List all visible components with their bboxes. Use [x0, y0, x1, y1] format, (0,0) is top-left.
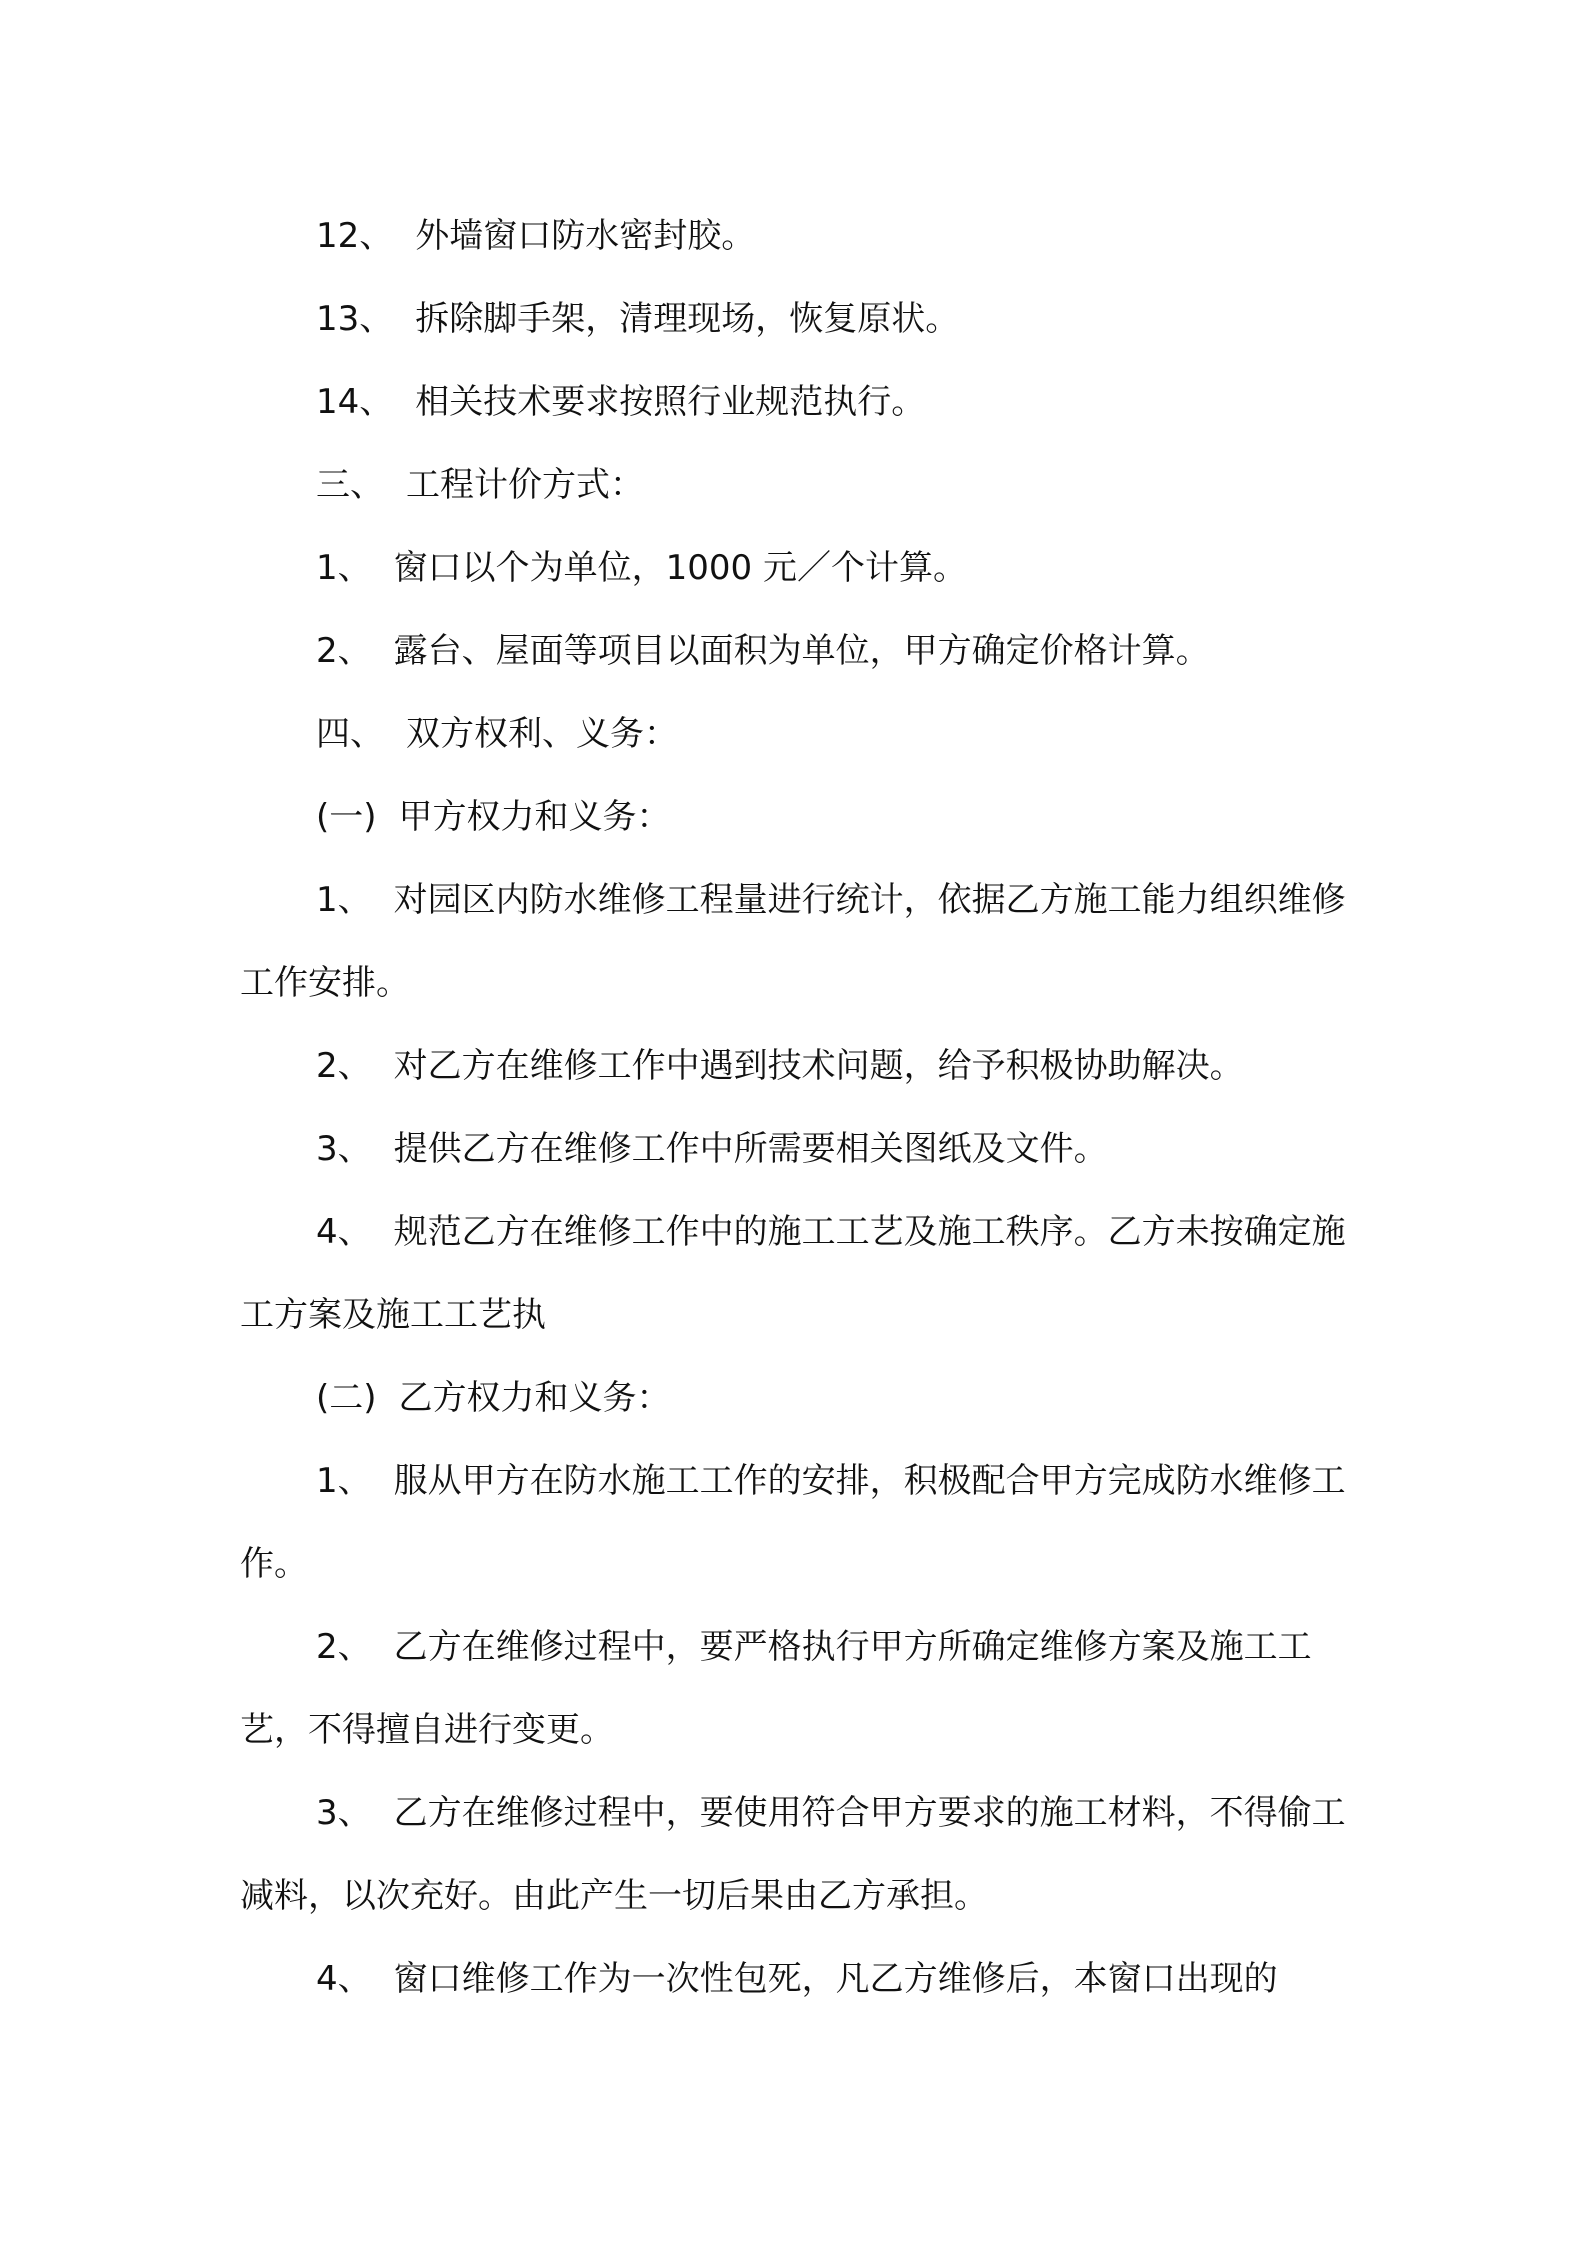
subsection-title: 甲方权力和义务： — [398, 797, 671, 837]
item-text: 相关技术要求按照行业规范执行。 — [415, 382, 926, 422]
item-text: 外墙窗口防水密封胶。 — [415, 216, 756, 256]
subsection-title: 乙方权力和义务： — [398, 1378, 671, 1418]
item-number: 14、 — [316, 382, 394, 422]
item-number: 1、 — [316, 548, 372, 588]
paragraph-13 — [240, 278, 1350, 361]
item-number: 4、 — [316, 1212, 372, 1252]
item-number: 12、 — [316, 216, 394, 256]
party-a-item-2 — [240, 1025, 1350, 1108]
item-text: 窗口维修工作为一次性包死，凡乙方维修后，本窗口出现的 — [393, 1959, 1278, 1999]
item-number: 13、 — [316, 299, 394, 339]
party-a-item-1 — [240, 859, 1350, 1025]
item-text: 对乙方在维修工作中遇到技术问题，给予积极协助解决。 — [393, 1046, 1244, 1086]
paragraph-12 — [240, 195, 1350, 278]
item-number: 2、 — [316, 1627, 372, 1667]
paragraph-14 — [240, 361, 1350, 444]
section-title: 工程计价方式： — [406, 465, 644, 505]
item-text: 服从甲方在防水施工工作的安排，积极配合甲方完成防水维修工作。 — [240, 1461, 1346, 1584]
item-text: 拆除脚手架，清理现场，恢复原状。 — [415, 299, 960, 339]
section-number: 三、 — [316, 465, 384, 505]
subsection-number: (一) — [316, 797, 377, 837]
item-text: 乙方在维修过程中，要严格执行甲方所确定维修方案及施工工艺，不得擅自进行变更。 — [240, 1627, 1312, 1750]
item-number: 2、 — [316, 631, 372, 671]
party-a-item-3 — [240, 1108, 1350, 1191]
party-b-item-1 — [240, 1440, 1350, 1606]
section-number: 四、 — [316, 714, 384, 754]
item-text: 乙方在维修过程中，要使用符合甲方要求的施工材料，不得偷工减料，以次充好。由此产生一切后果由乙方承担。 — [240, 1793, 1346, 1916]
item-number: 4、 — [316, 1959, 372, 1999]
item-text: 露台、屋面等项目以面积为单位，甲方确定价格计算。 — [393, 631, 1210, 671]
document-body — [240, 195, 1350, 2021]
item-number: 1、 — [316, 880, 372, 920]
item-text: 对园区内防水维修工程量进行统计，依据乙方施工能力组织维修工作安排。 — [240, 880, 1346, 1003]
item-number: 3、 — [316, 1129, 372, 1169]
item-number: 2、 — [316, 1046, 372, 1086]
section-heading-4 — [240, 693, 1350, 776]
pricing-item-2 — [240, 610, 1350, 693]
pricing-item-1 — [240, 527, 1350, 610]
item-text: 窗口以个为单位，1000 元／个计算。 — [393, 548, 967, 588]
subsection-heading-1 — [240, 776, 1350, 859]
item-number: 3、 — [316, 1793, 372, 1833]
subsection-number: (二) — [316, 1378, 377, 1418]
item-text: 规范乙方在维修工作中的施工工艺及施工秩序。乙方未按确定施工方案及施工工艺执 — [240, 1212, 1346, 1335]
party-b-item-4 — [240, 1938, 1350, 2021]
party-b-item-2 — [240, 1606, 1350, 1772]
party-a-item-4 — [240, 1191, 1350, 1357]
party-b-item-3 — [240, 1772, 1350, 1938]
section-heading-3 — [240, 444, 1350, 527]
item-text: 提供乙方在维修工作中所需要相关图纸及文件。 — [393, 1129, 1108, 1169]
subsection-heading-2 — [240, 1357, 1350, 1440]
item-number: 1、 — [316, 1461, 372, 1501]
section-title: 双方权利、义务： — [406, 714, 678, 754]
